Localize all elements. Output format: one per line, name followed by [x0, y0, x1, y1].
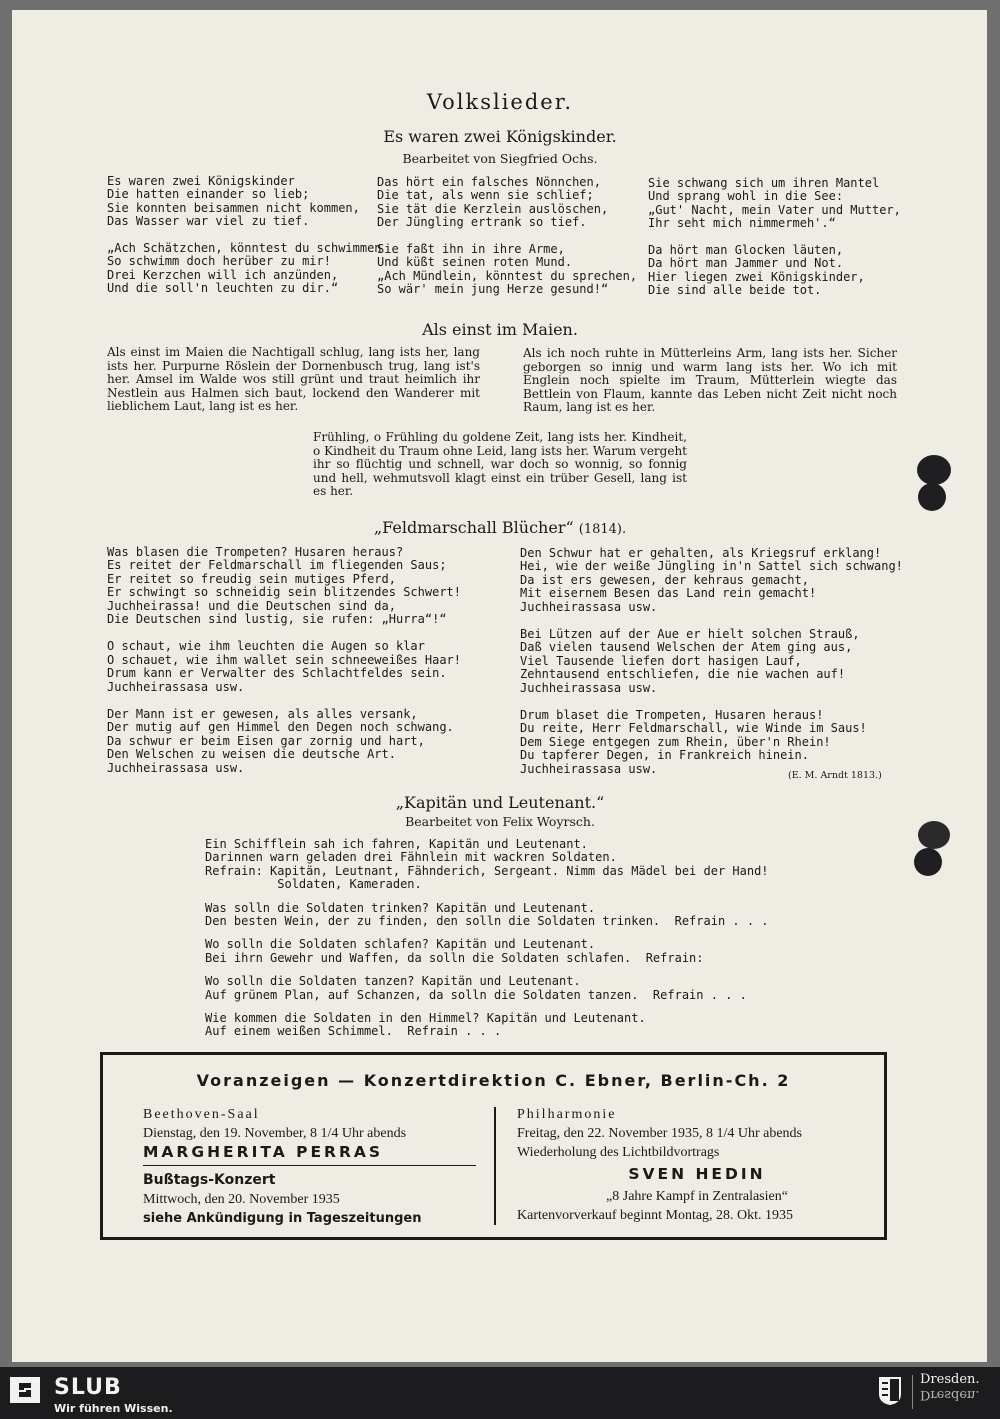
city-name: Dresden. [920, 1372, 980, 1387]
library-tagline: Wir führen Wissen. [54, 1402, 173, 1415]
concert-announcement-box [100, 1052, 887, 1240]
verse-column [205, 838, 769, 1051]
stanza: Der Mann ist er gewesen, als alles versank, Der mutig auf gen Himmel den Degen noch schwang. Da schwur er beim Eisen gar zornig und hart, Den Welschen zu weisen die deutsche Art. Juchheirassasa usw. [107, 707, 454, 775]
stanza: Den Schwur hat er gehalten, als Kriegsruf erklang! Hei, wie der weiße Jüngling in'n Sattel sich schwang! Da ist ers gewesen, der kehraus gemacht, Mit eisernem Besen das Land rein gemacht! Juchheirassasa usw. [520, 546, 903, 614]
event-date: Dienstag, den 19. November, 8 1/4 Uhr abends [143, 1126, 407, 1141]
song-subtitle: Bearbeitet von Siegfried Ochs. [402, 151, 598, 166]
verse-column [107, 546, 461, 787]
punch-hole [917, 455, 951, 485]
venue-name: Philharmonie [517, 1107, 617, 1122]
stanza: Wo solln die Soldaten schlafen? Kapitän und Leutenant. Bei ihrn Gewehr und Waffen, da solln die Soldaten schlafen. Refrain: [205, 937, 704, 965]
song-title: „Kapitän und Leutenant.“ [395, 793, 605, 812]
stanza: O schaut, wie ihm leuchten die Augen so klar O schauet, wie ihm wallet sein schneeweißes Haar! Drum kann er Verwalter des Schlachtfeldes sein. Juchheirassasa usw. [107, 639, 462, 694]
author-credit: (E. M. Arndt 1813.) [788, 770, 882, 781]
stanza: Wie kommen die Soldaten in den Himmel? Kapitän und Leutenant. Auf einem weißen Schimmel. Refrain . . . [205, 1011, 646, 1039]
verse-column: Das hört ein falsches Nönnchen, Die tat, als wenn sie schlief; Sie tät die Kerzlein auslöschen, Der Jüngling ertrank so tief. Sie faßt ihn in ihre Arme, Und küßt seinen roten Mund. „Ach Mündlein, könntest du sprechen, So wär' mein jung Herze gesund!“ [377, 175, 638, 297]
stanza: Bei Lützen auf der Aue er hielt solchen Strauß, Daß vielen tausend Welschen der Atem ging aus, Viel Tausende liefen dort hasigen Lauf, Zehntausend entschliefen, die nie wachen auf! Juchheirassasa usw. [520, 627, 860, 695]
library-brand: SLUB [54, 1375, 122, 1400]
artist-name: SVEN HEDIN [628, 1165, 766, 1183]
page-title: Volkslieder. [426, 90, 574, 114]
prose-paragraph: Als ich noch ruhte in Mütterleins Arm, lang ists her. Sicher geborgen so innig und warm lang ists her. Wo ich mit Englein noch spielte im Traum, Mütterlein wiegte das Bettlein von Flaum, kannte das Leben nicht Zeit nicht noch Raum, lang ist es her. [523, 346, 897, 414]
prose-paragraph: Als einst im Maien die Nachtigall schlug, lang ists her, lang ists her. Purpurne Röslein der Dornenbusch trug, lang ist's her. Amsel im Walde wos still grünt und traut heimlich ihr Nestlein aus Halmen sich baut, lockend den Wanderer mit lieblichem Laut, lang ist es her. [107, 345, 480, 413]
verse-column: Sie schwang sich um ihren Mantel Und sprang wohl in die See: „Gut' Nacht, mein Vater und Mutter, Ihr seht mich nimmermeh'.“ Da hört man Glocken läuten, Da hört man Jammer und Not. Hier liegen zwei Königskinder, Die sind alle beide tot. [648, 176, 901, 298]
stanza: Wo solln die Soldaten tanzen? Kapitän und Leutenant. Auf grünem Plan, auf Schanzen, da solln die Soldaten tanzen. Refrain . . . [205, 974, 747, 1002]
stanza: Ein Schifflein sah ich fahren, Kapitän und Leutenant. Darinnen warn geladen drei Fähnlein mit wackren Soldaten. Refrain: Kapitän, Leutnant, Fähnderich, Sergeant. Nimm das Mädel bei der Hand! Soldaten, Kameraden. [205, 837, 769, 892]
library-footer [0, 1367, 1000, 1419]
song-title: Es waren zwei Königskinder. [383, 127, 617, 146]
divider [143, 1165, 476, 1166]
punch-hole [914, 848, 942, 876]
column-divider [494, 1107, 496, 1225]
song-title: Als einst im Maien. [422, 320, 578, 339]
announcement-right [517, 1105, 877, 1225]
event-date: Freitag, den 22. November 1935, 8 1/4 Uhr abends [517, 1126, 802, 1141]
slub-logo-icon [10, 1377, 40, 1403]
ticket-sale-note: Kartenvorverkauf beginnt Montag, 28. Okt. 1935 [517, 1208, 794, 1223]
song-year: (1814). [578, 522, 627, 537]
city-name-mirror: Dresden. [920, 1387, 980, 1402]
song-subtitle: Bearbeitet von Felix Woyrsch. [405, 814, 595, 829]
announcement-headline: Voranzeigen — Konzertdirektion C. Ebner, Berlin-Ch. 2 [196, 1071, 791, 1090]
stanza: Drum blaset die Trompeten, Husaren heraus! Du reite, Herr Feldmarschall, wie Winde im Saus! Dem Siege entgegen zum Rhein, über'n Rhein! Du tapferer Degen, in Frankreich hinein. Juchheirassasa usw. [520, 708, 867, 776]
event-description: Wiederholung des Lichtbildvortrags [517, 1145, 720, 1160]
footer-divider [912, 1375, 913, 1409]
verse-column [520, 547, 903, 788]
venue-name: Beethoven-Saal [143, 1107, 260, 1122]
event-note: siehe Ankündigung in Tageszeitungen [143, 1211, 422, 1226]
announcement-left [143, 1105, 478, 1228]
song-title: „Feldmarschall Blücher“ [373, 518, 574, 537]
event-date: Mittwoch, den 20. November 1935 [143, 1192, 340, 1207]
stanza: Was blasen die Trompeten? Husaren heraus? Es reitet der Feldmarschall im fliegenden Saus; Er reitet so freudig sein mutiges Pferd, Er schwingt so schneidig sein blitzendes Schwert! Juchheirassa! und die Deutschen sind da, Die Deutschen sind lustig, sie rufen: „Hurra“!“ [107, 545, 462, 627]
lecture-title: „8 Jahre Kampf in Zentralasien“ [606, 1189, 788, 1204]
song-heading [0, 518, 1000, 537]
artist-name: MARGHERITA PERRAS [143, 1143, 384, 1161]
stanza: Was solln die Soldaten trinken? Kapitän und Leutenant. Den besten Wein, der zu finden, den solln die Soldaten trinken. Refrain . . . [205, 900, 769, 929]
event-name: Bußtags-Konzert [143, 1172, 276, 1188]
dresden-crest-icon [878, 1376, 902, 1406]
prose-paragraph: Frühling, o Frühling du goldene Zeit, lang ists her. Kindheit, o Kindheit du Traum ohne Leid, lang ists her. Warum vergeht ihr so flüchtig und schnell, war doch so wonnig, so fonnig und hell, wehmutsvoll klagt einst ein trüber Gesell, lang ist es her. [313, 430, 687, 498]
verse-column: Es waren zwei Königskinder Die hatten einander so lieb; Sie konnten beisammen nicht kommen, Das Wasser war viel zu tief. „Ach Schätzchen, könntest du schwimmen So schwimm doch herüber zu mir! Drei Kerzchen will ich anzünden, Und die soll'n leuchten zu dir.“ [107, 174, 382, 296]
punch-hole [918, 483, 946, 511]
